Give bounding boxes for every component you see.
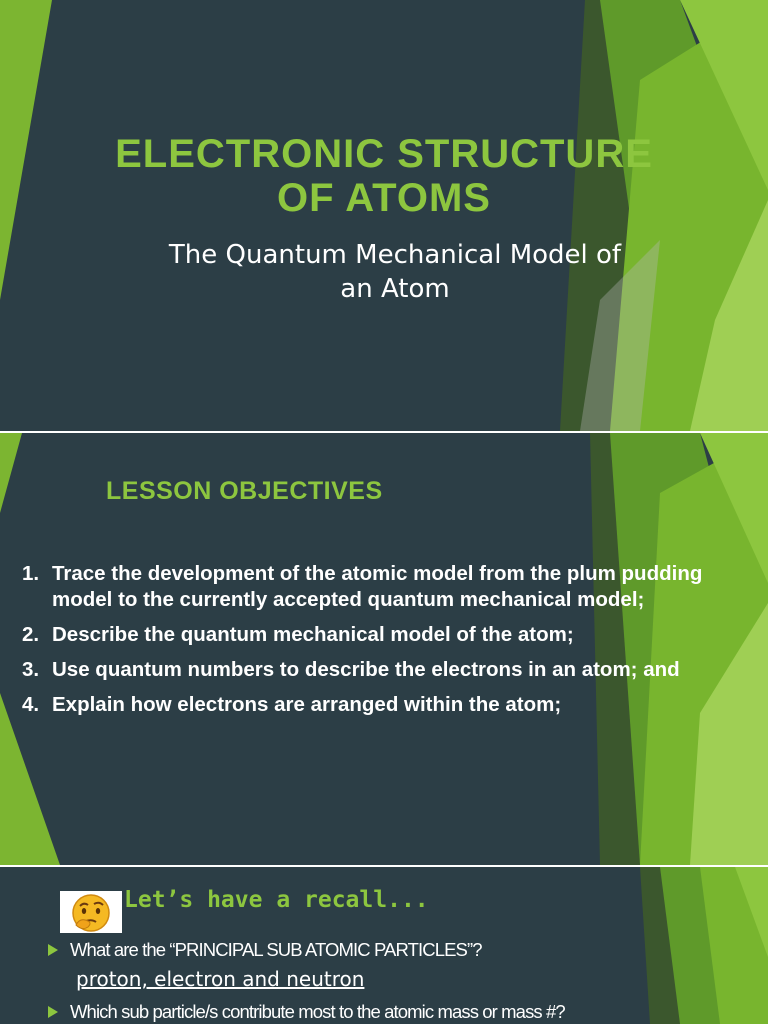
- list-item: [22, 561, 722, 613]
- subtitle-line-2: an Atom: [340, 274, 450, 304]
- title-line-2: OF ATOMS: [277, 176, 491, 220]
- title-line-1: ELECTRONIC STRUCTURE: [115, 132, 653, 176]
- item-number: 4.: [22, 693, 40, 716]
- item-text: Describe the quantum mechanical model of the atom;: [52, 623, 574, 646]
- objectives-heading: LESSON OBJECTIVES: [106, 477, 383, 505]
- answer-text: proton, electron and neutron: [76, 967, 365, 991]
- list-item: [22, 692, 722, 718]
- slide-subtitle: [100, 238, 690, 306]
- item-text: Trace the development of the atomic model from the plum pudding model to the currently accepted quantum mechanical model;: [52, 562, 703, 611]
- item-number: 3.: [22, 658, 40, 681]
- question-item: [48, 1001, 565, 1023]
- list-item: [22, 622, 722, 648]
- item-text: Explain how electrons are arranged within the atom;: [52, 693, 562, 716]
- bullet-arrow-icon: [48, 1006, 58, 1018]
- recall-slide: [0, 867, 768, 1024]
- subtitle-line-1: The Quantum Mechanical Model of: [168, 240, 622, 270]
- objectives-list: [22, 561, 722, 727]
- slide-title: [40, 132, 728, 220]
- bullet-arrow-icon: [48, 944, 58, 956]
- question-item: [48, 939, 482, 961]
- item-number: 2.: [22, 623, 40, 646]
- title-slide: [0, 0, 768, 431]
- thinking-face-icon: [60, 891, 122, 933]
- objectives-slide: [0, 433, 768, 865]
- question-text: Which sub particle/s contribute most to the atomic mass or mass #?: [70, 1001, 565, 1022]
- list-item: [22, 657, 722, 683]
- item-text: Use quantum numbers to describe the electrons in an atom; and: [52, 658, 680, 681]
- question-text: What are the “PRINCIPAL SUB ATOMIC PARTICLES”?: [70, 939, 482, 960]
- recall-heading: Let’s have a recall...: [124, 887, 429, 913]
- item-number: 1.: [22, 562, 40, 585]
